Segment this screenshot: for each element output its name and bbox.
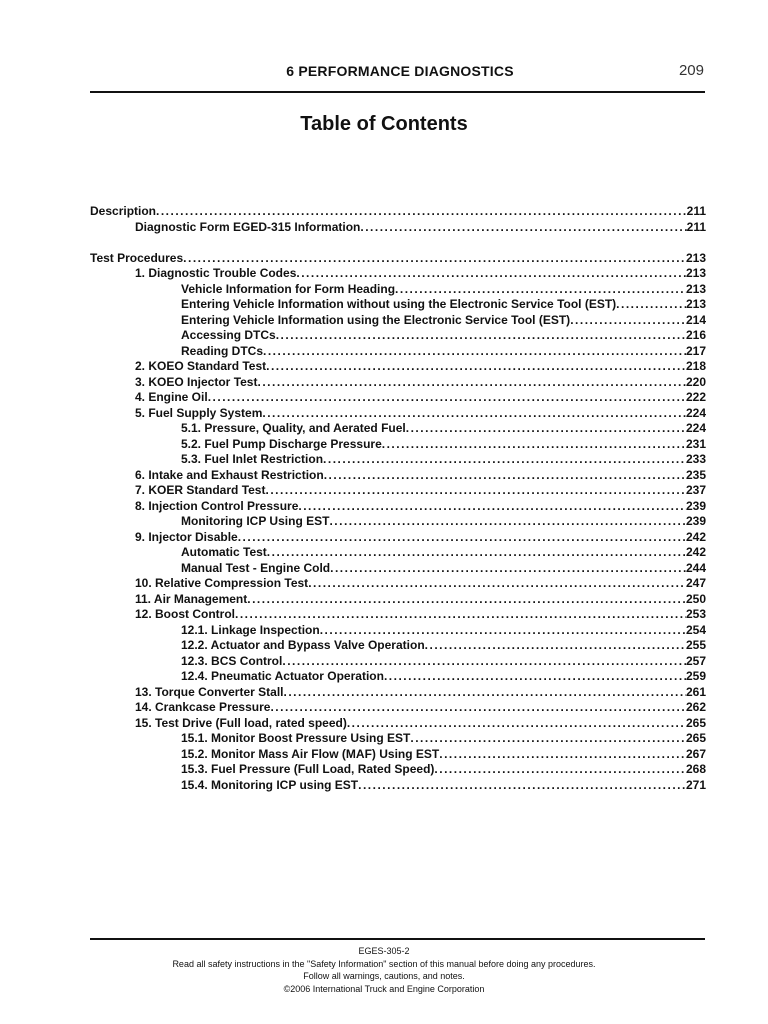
toc-entry[interactable] [90, 468, 706, 484]
toc-dot-leader [263, 344, 686, 360]
toc-entry[interactable] [90, 530, 706, 546]
toc-entry-page: 244 [685, 560, 706, 575]
toc-entry-page: 239 [685, 498, 706, 513]
toc-dot-leader [270, 700, 686, 716]
toc-entry-label: 12. Boost Control [135, 607, 236, 621]
toc-dot-leader [238, 530, 686, 546]
toc-dot-leader [156, 204, 687, 220]
toc-entry[interactable] [90, 623, 706, 639]
toc-entry-page: 218 [685, 359, 706, 373]
toc-entry[interactable] [90, 282, 706, 298]
toc-entry-label: 10. Relative Compression Test [135, 576, 309, 590]
toc-entry-page: 231 [685, 436, 706, 451]
toc-entry-label: Entering Vehicle Information using the Electronic Service Tool (EST) [181, 312, 571, 327]
toc-entry-label: Automatic Test [181, 545, 267, 559]
toc-dot-leader [358, 778, 686, 794]
toc-entry-label: Test Procedures [90, 250, 184, 265]
toc-dot-leader [570, 313, 686, 329]
toc-entry-label: 5.3. Fuel Inlet Restriction [181, 452, 324, 466]
header-divider [90, 91, 705, 93]
toc-dot-leader [425, 638, 686, 654]
toc-entry-label: 9. Injector Disable [135, 529, 238, 544]
toc-entry-label: 15.1. Monitor Boost Pressure Using EST [181, 731, 411, 745]
toc-dot-leader [330, 561, 686, 577]
table-of-contents [90, 204, 706, 793]
toc-dot-leader [183, 251, 686, 267]
toc-entry-page: 233 [685, 452, 706, 466]
toc-entry-label: 12.1. Linkage Inspection [181, 622, 320, 637]
footer-safety-notice: Read all safety instructions in the "Safety Information" section of this manual before doing any procedures. [172, 958, 596, 969]
footer-divider [90, 938, 705, 940]
toc-entry[interactable] [90, 638, 706, 654]
toc-entry-page: 257 [685, 653, 706, 668]
toc-entry-label: 15.3. Fuel Pressure (Full Load, Rated Speed) [181, 762, 435, 776]
toc-entry-label: 8. Injection Control Pressure [135, 498, 299, 513]
toc-dot-leader [384, 669, 686, 685]
toc-entry[interactable] [90, 421, 706, 437]
page-number: 209 [678, 62, 704, 79]
toc-entry-page: 213 [685, 281, 706, 296]
section-title: 6 PERFORMANCE DIAGNOSTICS [286, 63, 514, 79]
footer-doc-code: EGES-305-2 [358, 946, 410, 956]
toc-entry-label: Monitoring ICP Using EST [181, 514, 330, 528]
toc-entry-page: 268 [685, 762, 706, 776]
toc-dot-leader [296, 266, 686, 282]
toc-entry-page: 213 [685, 266, 706, 280]
toc-entry-label: 11. Air Management [135, 591, 248, 606]
toc-dot-leader [247, 592, 686, 608]
toc-entry[interactable] [90, 545, 706, 561]
toc-entry-page: 250 [685, 591, 706, 606]
toc-entry-page: 242 [685, 529, 706, 544]
toc-entry-label: 6. Intake and Exhaust Restriction [135, 467, 324, 482]
toc-entry-label: 5.1. Pressure, Quality, and Aerated Fuel [181, 421, 406, 435]
toc-entry[interactable] [90, 654, 706, 670]
toc-entry[interactable] [90, 483, 706, 499]
toc-entry-label: Description [90, 204, 157, 218]
toc-entry[interactable] [90, 390, 706, 406]
toc-entry-page: 267 [685, 746, 706, 761]
toc-entry[interactable] [90, 375, 706, 391]
toc-entry-label: 12.2. Actuator and Bypass Valve Operation [181, 638, 425, 652]
toc-entry-page: 247 [685, 576, 706, 590]
toc-entry-label: 7. KOER Standard Test [135, 483, 266, 497]
toc-entry[interactable] [90, 204, 706, 220]
toc-dot-leader [265, 483, 685, 499]
toc-entry-page: 271 [685, 777, 706, 792]
toc-entry[interactable] [90, 499, 706, 515]
toc-entry[interactable] [90, 452, 706, 468]
toc-entry-page: 222 [685, 390, 706, 404]
toc-entry-page: 211 [686, 204, 706, 218]
toc-entry[interactable] [90, 762, 706, 778]
toc-entry-label: Vehicle Information for Form Heading [181, 281, 396, 296]
toc-dot-leader [257, 375, 685, 391]
toc-entry[interactable] [90, 328, 706, 344]
toc-entry[interactable] [90, 685, 706, 701]
toc-entry-page: 265 [685, 715, 706, 730]
toc-entry-page: 220 [685, 374, 706, 389]
toc-entry-label: Accessing DTCs [181, 328, 276, 342]
toc-entry-label: Diagnostic Form EGED-315 Information [135, 219, 361, 234]
toc-dot-leader [382, 437, 686, 453]
toc-entry[interactable] [90, 669, 706, 685]
toc-dot-leader [276, 328, 686, 344]
toc-entry[interactable] [90, 251, 706, 267]
toc-entry-page: 261 [685, 684, 706, 699]
toc-dot-leader [323, 452, 686, 468]
toc-entry-page: 242 [685, 545, 706, 559]
toc-entry[interactable] [90, 576, 706, 592]
toc-entry-page: 253 [685, 607, 706, 621]
toc-dot-leader [266, 359, 686, 375]
toc-entry[interactable] [90, 607, 706, 623]
toc-entry-page: 254 [685, 622, 706, 637]
toc-entry-label: 12.3. BCS Control [181, 653, 283, 668]
toc-entry[interactable] [90, 778, 706, 794]
toc-entry[interactable] [90, 220, 706, 236]
toc-entry-page: 239 [685, 514, 706, 528]
toc-entry[interactable] [90, 437, 706, 453]
toc-entry-label: 12.4. Pneumatic Actuator Operation [181, 669, 384, 683]
toc-entry[interactable] [90, 731, 706, 747]
toc-entry-label: 5. Fuel Supply System [135, 405, 263, 420]
toc-entry[interactable] [90, 716, 706, 732]
toc-entry[interactable] [90, 297, 706, 313]
toc-entry-page: 262 [685, 700, 706, 714]
toc-entry[interactable] [90, 514, 706, 530]
toc-dot-leader [616, 297, 686, 313]
toc-entry[interactable] [90, 406, 706, 422]
toc-entry-page: 259 [685, 669, 706, 683]
toc-dot-leader [283, 685, 685, 701]
toc-entry-label: Entering Vehicle Information without using the Electronic Service Tool (EST) [181, 297, 617, 311]
toc-dot-leader [434, 762, 686, 778]
toc-entry-page: 211 [686, 219, 706, 234]
toc-entry[interactable] [90, 313, 706, 329]
toc-entry-label: 4. Engine Oil [135, 390, 208, 404]
toc-entry-page: 213 [685, 297, 706, 311]
page-footer [0, 945, 768, 995]
toc-entry-page: 213 [685, 250, 706, 265]
toc-dot-leader [298, 499, 686, 515]
footer-warnings-notice: Follow all warnings, cautions, and notes. [303, 971, 465, 981]
toc-entry-page: 224 [685, 405, 706, 420]
toc-entry-label: 15.4. Monitoring ICP using EST [181, 777, 359, 792]
toc-entry[interactable] [90, 359, 706, 375]
toc-entry[interactable] [90, 266, 706, 282]
toc-entry[interactable] [90, 561, 706, 577]
toc-entry-label: 1. Diagnostic Trouble Codes [135, 266, 297, 280]
toc-dot-leader [439, 747, 686, 763]
toc-dot-leader [395, 282, 686, 298]
toc-entry-label: Manual Test - Engine Cold [181, 560, 331, 575]
toc-dot-leader [282, 654, 686, 670]
toc-dot-leader [406, 421, 686, 437]
toc-entry-label: 15. Test Drive (Full load, rated speed) [135, 715, 347, 730]
toc-entry-page: 224 [685, 421, 706, 435]
toc-dot-leader [320, 623, 686, 639]
toc-entry-page: 214 [685, 312, 706, 327]
toc-entry[interactable] [90, 344, 706, 360]
toc-entry-label: Reading DTCs [181, 343, 264, 358]
toc-dot-leader [324, 468, 686, 484]
toc-entry-label: 14. Crankcase Pressure [135, 700, 271, 714]
toc-dot-leader [267, 545, 686, 561]
toc-entry-label: 5.2. Fuel Pump Discharge Pressure [181, 436, 382, 451]
toc-entry[interactable] [90, 700, 706, 716]
toc-entry-page: 265 [685, 731, 706, 745]
toc-entry-page: 216 [685, 328, 706, 342]
toc-entry[interactable] [90, 747, 706, 763]
footer-copyright: ©2006 International Truck and Engine Corporation [283, 983, 485, 994]
toc-dot-leader [410, 731, 686, 747]
toc-entry-page: 255 [685, 638, 706, 652]
toc-entry-page: 235 [685, 467, 706, 482]
toc-entry-label: 13. Torque Converter Stall [135, 684, 284, 699]
toc-dot-leader [208, 390, 686, 406]
toc-dot-leader [360, 220, 686, 236]
toc-entry-label: 3. KOEO Injector Test [135, 374, 258, 389]
toc-title: Table of Contents [300, 113, 468, 135]
toc-dot-leader [329, 514, 686, 530]
toc-dot-leader [235, 607, 686, 623]
toc-dot-leader [262, 406, 686, 422]
toc-entry-label: 2. KOEO Standard Test [135, 359, 267, 373]
toc-entry-page: 217 [685, 343, 706, 358]
toc-entry-label: 15.2. Monitor Mass Air Flow (MAF) Using EST [181, 746, 440, 761]
toc-dot-leader [308, 576, 686, 592]
toc-entry[interactable] [90, 592, 706, 608]
toc-entry-page: 237 [685, 483, 706, 497]
toc-dot-leader [347, 716, 686, 732]
